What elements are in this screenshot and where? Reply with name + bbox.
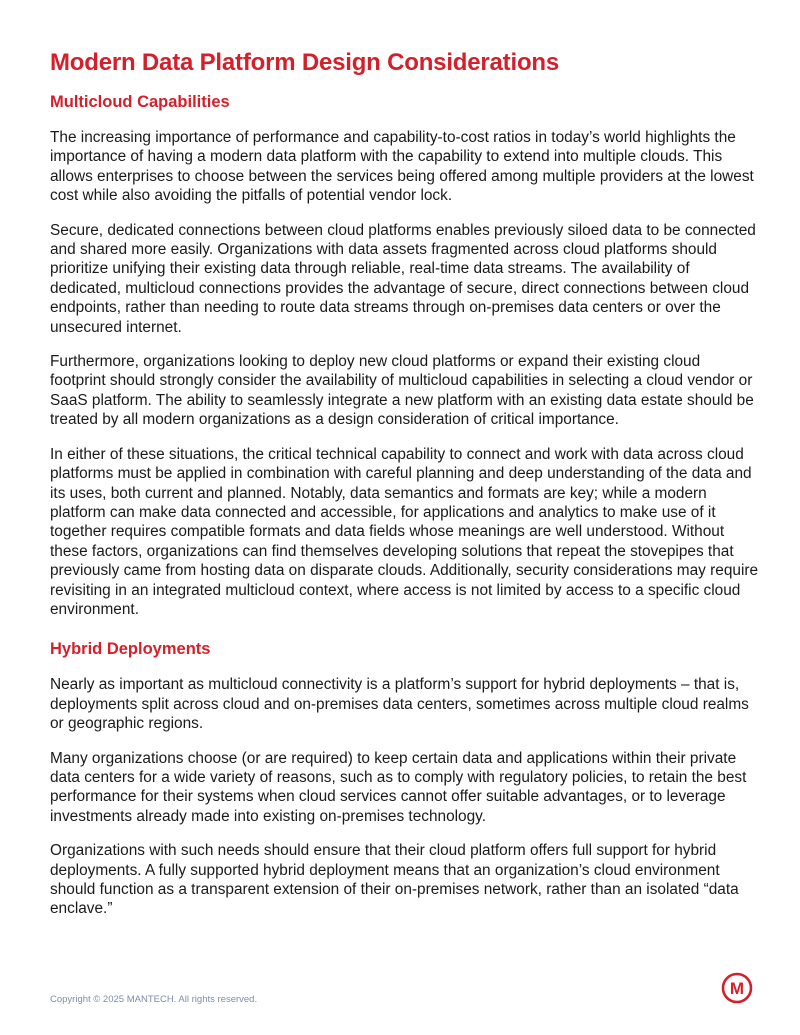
page-title: Modern Data Platform Design Considerations — [50, 49, 560, 76]
paragraph-multicloud-2: Secure, dedicated connections between cloud platforms enables previously siloed data to be connected and shared more easily. Organizations with data assets fragmented across cloud platforms should prioritize unifying their existing data through reliable, real-time data streams. The availability of dedicated, multicloud connections provides the advantage of secure, direct connections between cloud endpoints, rather than needing to route data streams through on-premises data centers or over the unsecured internet. — [50, 221, 756, 336]
mantech-logo-icon — [721, 972, 753, 1004]
paragraph-multicloud-3: Furthermore, organizations looking to deploy new cloud platforms or expand their existing cloud footprint should strongly consider the availability of multicloud capabilities in selecting a cloud vendor or SaaS platform. The ability to seamlessly integrate a new platform with an existing data estate should be treated by all modern organizations as a design consideration of critical importance. — [50, 353, 754, 429]
document-page — [50, 47, 760, 934]
paragraph-hybrid-3: Organizations with such needs should ensure that their cloud platform offers full support for hybrid deployments. A fully supported hybrid deployment means that an organization’s cloud environment should function as a transparent extension of their on-premises network, rather than an isolated “data enclave.” — [50, 842, 739, 918]
paragraph-multicloud-4: In either of these situations, the critical technical capability to connect and work with data across cloud platforms must be applied in combination with careful planning and deep understanding of the data and its uses, both current and planned. Notably, data semantics and formats are key; while a modern platform can make data connected and accessible, for applications and analytics to make use of it together requires compatible formats and data fields whose meanings are well understood. Without these factors, organizations can find themselves developing solutions that repeat the stovepipes that previously came from hosting data on disparate clouds. Additionally, security considerations may require revisiting in an integrated multicloud context, where access is not limited by access to a specific cloud environment. — [50, 445, 759, 618]
paragraph-hybrid-2: Many organizations choose (or are required) to keep certain data and applications within their private data centers for a wide variety of reasons, such as to comply with regulatory policies, to retain the best performance for their systems when cloud services cannot offer suitable advantages, or to leverage investments already made into existing on-premises technology. — [50, 749, 747, 825]
section-heading-multicloud: Multicloud Capabilities — [50, 93, 230, 111]
section-heading-hybrid: Hybrid Deployments — [50, 640, 211, 659]
paragraph-hybrid-1: Nearly as important as multicloud connectivity is a platform’s support for hybrid deployments – that is, deployments split across cloud and on-premises data centers, sometimes across multiple cloud realms or geographic regions. — [50, 676, 749, 733]
copyright-notice: Copyright © 2025 MANTECH. All rights reserved. — [50, 994, 258, 1005]
logo-letter: M — [729, 979, 745, 998]
paragraph-multicloud-1: The increasing importance of performance and capability-to-cost ratios in today’s world highlights the importance of having a modern data platform with the capability to extend into multiple clouds. This allows enterprises to choose between the services being offered among multiple providers at the lowest cost while also avoiding the pitfalls of potential vendor lock. — [50, 129, 754, 205]
